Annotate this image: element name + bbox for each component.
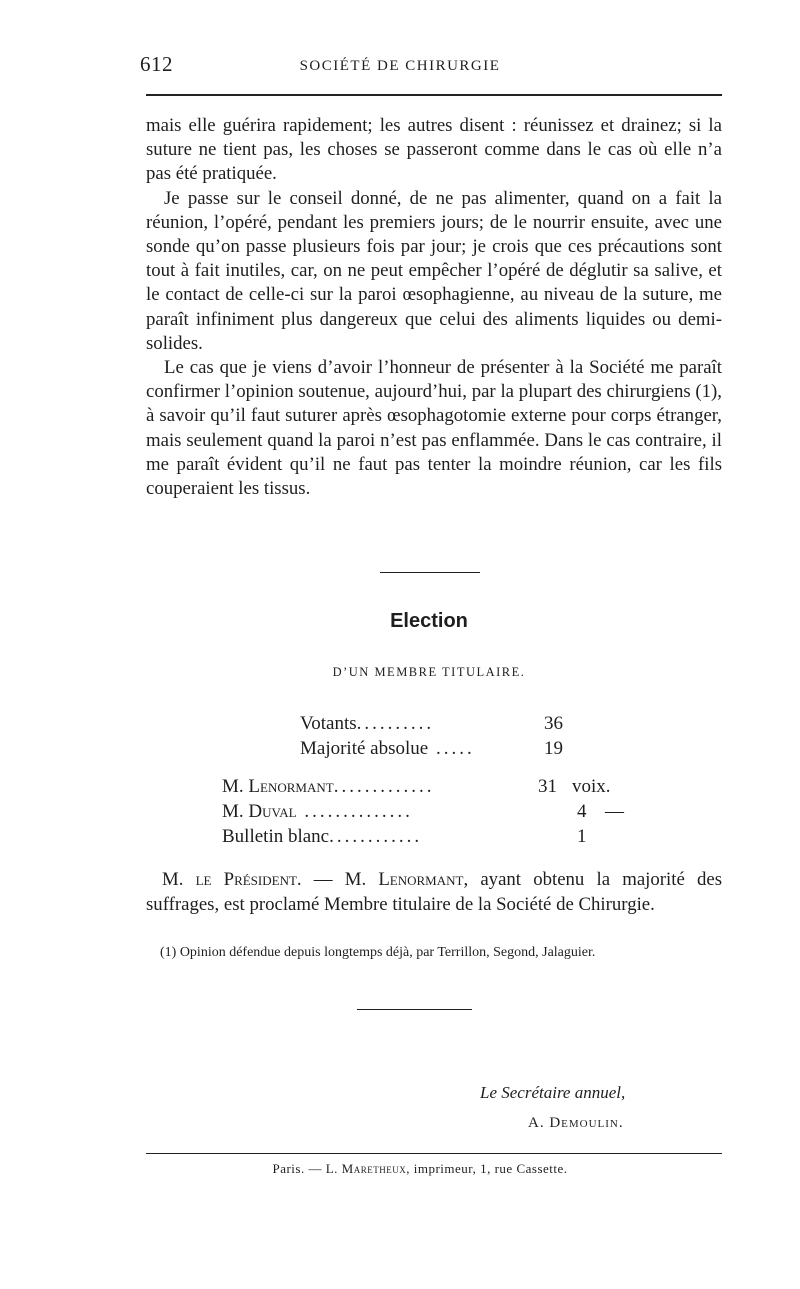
paragraph-continuation: mais elle guérira rapidement; les autres disent : réunissez et drainez; si la suture ne tient pas, les choses se passeront comme dans le cas où elle n’a pas été pratiquée. xyxy=(146,115,722,185)
election-announcement: M. le Président. — M. Lenormant, ayant obtenu la majorité des suffrages, est proclamé Membre titulaire de la Société de Chirurgie. xyxy=(146,869,723,915)
candidate-name: Lenormant xyxy=(248,776,334,797)
signature-title: Le Secrétaire annuel, xyxy=(480,1083,626,1102)
result-row-duval: M. Duval .............. xyxy=(222,801,413,822)
page-number: 612 xyxy=(140,52,173,76)
running-head: SOCIÉTÉ DE CHIRURGIE xyxy=(299,58,501,74)
section-title: Election xyxy=(390,610,468,632)
result-count-blank: 1 xyxy=(577,826,587,847)
candidate-name: Duval xyxy=(248,801,297,822)
signature-name: A. Demoulin. xyxy=(528,1115,624,1131)
result-row-lenormant: M. Lenormant............. xyxy=(222,776,435,797)
result-row-blank: Bulletin blanc............ xyxy=(222,826,423,847)
votants-value: 36 xyxy=(544,713,563,734)
result-unit-duval: — xyxy=(605,801,624,822)
votants-label: Votants xyxy=(300,713,357,734)
imprint: Paris. — L. Maretheux, imprimeur, 1, rue Cassette. xyxy=(272,1161,568,1176)
result-unit-lenormant: voix. xyxy=(572,776,611,797)
header-rule xyxy=(146,94,722,96)
winner: M. Lenormant xyxy=(344,869,464,890)
votants-row: Votants.......... xyxy=(300,713,435,734)
printer-name: Maretheux xyxy=(341,1161,407,1176)
body-text xyxy=(146,114,722,501)
majority-row: Majorité absolue ..... xyxy=(300,738,475,759)
result-count-lenormant: 31 xyxy=(538,776,557,797)
speaker: M. le Président. xyxy=(162,869,302,890)
majority-value: 19 xyxy=(544,738,563,759)
majority-label: Majorité absolue xyxy=(300,738,429,759)
imprint-rule xyxy=(146,1153,722,1154)
paragraph-conclusion: Le cas que je viens d’avoir l’honneur de présenter à la Société me paraît confirmer l’opinion soutenue, aujourd’hui, par la plupart des chirurgiens (1), à savoir qu’il faut suturer après œsophagotomie externe pour corps étranger, mais seulement quand la paroi n’est pas enflammée. Dans le cas contraire, il me paraît évident qu’il ne faut pas tenter la moindre réunion, car les fils couperaient les tissus. xyxy=(146,357,722,500)
footnote-divider xyxy=(357,1009,472,1010)
section-divider xyxy=(380,572,480,573)
footnote: (1) Opinion défendue depuis longtemps déjà, par Terrillon, Segond, Jalaguier. xyxy=(160,945,596,960)
section-subtitle: D’UN MEMBRE TITULAIRE. xyxy=(332,665,526,679)
paragraph-precautions: Je passe sur le conseil donné, de ne pas alimenter, quand on a fait la réunion, l’opéré, pendant les premiers jours; de le nourrir ensuite, avec une sonde qu’on passe plusieurs fois par jour; je crois que ces précautions sont tout à fait inutiles, car, on ne peut empêcher l’opéré de déglutir sa salive, et le contact de celle-ci sur la paroi œsophagienne, au niveau de la suture, me paraît infiniment plus dangereux que celui des aliments liquides ou demi-solides. xyxy=(146,187,722,354)
result-count-duval: 4 xyxy=(577,801,587,822)
